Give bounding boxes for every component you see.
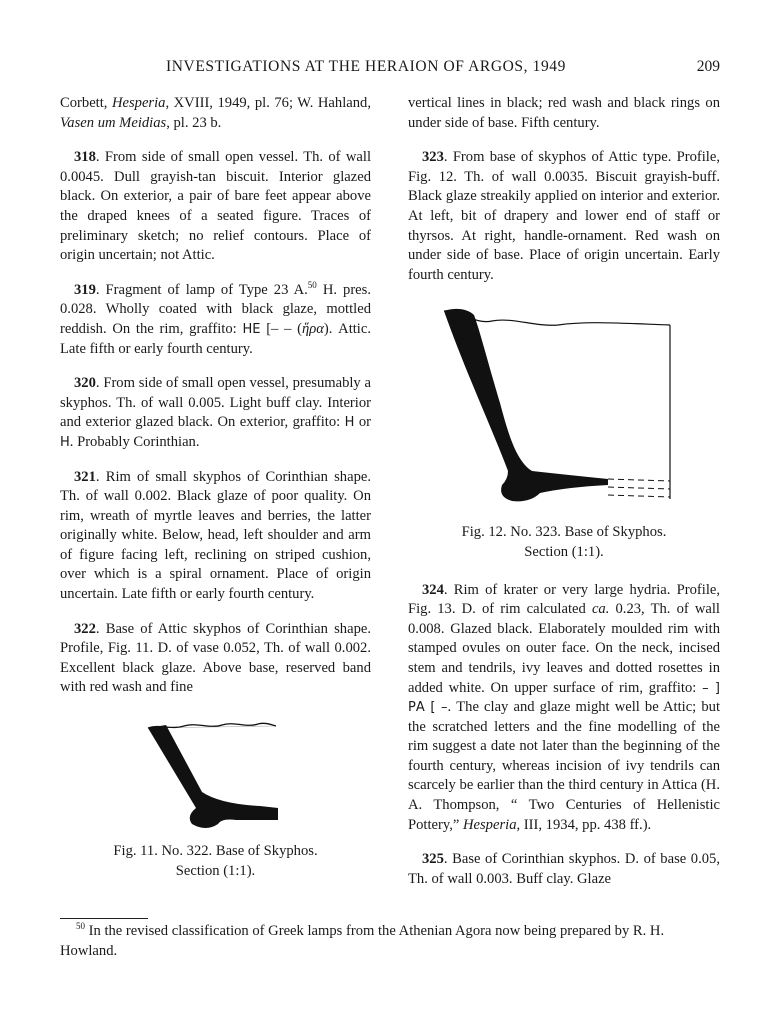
- entry-321: 321. Rim of small skyphos of Corinthian shape. Th. of wall 0.002. Black glaze of poor quality. On rim, wreath of myrtle leaves and berries, the latter originally white. Below, head, left shoulder and arm of figure facing left, reclining on striped cushion, over which is a spiral ornament. Place of origin uncertain. Late fifth or early fourth century.: [60, 468, 371, 603]
- skyphos-profile-drawing: [60, 720, 371, 832]
- entry-number: 321: [74, 468, 96, 485]
- running-header: [60, 58, 720, 82]
- figure-caption: Fig. 12. No. 323. Base of Skyphos. Section (1:1).: [461, 524, 667, 560]
- graffito: Η: [60, 434, 70, 450]
- running-title: INVESTIGATIONS AT THE HERAION OF ARGOS, 1949: [166, 58, 566, 75]
- entry-number: 324: [422, 581, 444, 598]
- figure-12: [408, 303, 720, 562]
- page-number: 209: [696, 58, 720, 75]
- right-column: [408, 94, 720, 889]
- entry-322-continuation: vertical lines in black; red wash and black rings on under side of base. Fifth century.: [408, 95, 720, 131]
- footnote-ref: 50: [307, 279, 317, 290]
- entry-number: 323: [422, 149, 444, 166]
- footnote: [60, 918, 720, 961]
- entry-number: 318: [74, 149, 96, 166]
- entry-323: 323. From base of skyphos of Attic type. Profile, Fig. 12. Th. of wall 0.0035. Biscuit grayish-buff. Black glaze streakily applied on interior and exterior. At left, bit of drapery and lower end of staff or thyrsos. At right, handle-ornament. Red wash on under side of base. Place of origin uncertain. Early fourth century.: [408, 149, 720, 283]
- left-column: [60, 94, 371, 881]
- entry-324: 324. Rim of krater or very large hydria. Profile, Fig. 13. D. of rim calculated ca. 0.23, Th. of wall 0.008. Glazed black. Elaborately moulded rim with stamped ovules on outer face. On the neck, incised stem and tendrils, ivy leaves and dotted rosettes in added white. On upper surface of rim, graffito: – ] ΡΑ [ –. The clay and glaze might well be Attic; but the scratched letters and the fine modelling of the rim suggest a date not later than the beginning of the fourth century, whereas incision of ivy tendrils can scarcely be earlier than the third century in Attica (H. A. Thompson, “ Two Centuries of Hellenistic Pottery,” Hesperia, III, 1934, pp. 438 ff.).: [408, 581, 720, 833]
- entry-320: 320. From side of small open vessel, presumably a skyphos. Th. of wall 0.005. Light buff clay. Interior and exterior glazed black. On exterior, graffito: Η or Η. Probably Corinthian.: [60, 375, 371, 450]
- entry-number: 320: [74, 375, 96, 392]
- graffito: – ] ΡΑ [ –: [408, 680, 720, 716]
- entry-number: 325: [422, 851, 444, 868]
- graffito: Η: [344, 415, 355, 431]
- entry-number: 319: [74, 281, 96, 298]
- entry-318: 318. From side of small open vessel. Th. of wall 0.0045. Dull grayish-tan biscuit. Interior glazed black. On exterior, a pair of bare feet appear above the draped knees of a seated figure. Traces of preliminary sketch; no relief contours. Place of origin uncertain; not Attic.: [60, 149, 371, 264]
- graffito: ΗΕ: [242, 321, 261, 337]
- footnote-text: In the revised classification of Greek lamps from the Athenian Agora now being prepared by R. H. Howland.: [60, 923, 665, 959]
- entry-number: 322: [74, 620, 96, 637]
- entry-319: 319. Fragment of lamp of Type 23 A.$^{50}$ H. pres. 0.028. Wholly coated with black glaze, mottled reddish. On the rim, graffito: ΗΕ [– – (ἥρα). Attic. Late fifth or early fourth century.: [60, 279, 371, 357]
- footnote-rule: [60, 918, 148, 919]
- intro-continuation: Corbett, Hesperia, XVIII, 1949, pl. 76; W. Hahland, Vasen um Meidias, pl. 23 b.: [60, 95, 371, 131]
- footnote-number: 50: [76, 921, 85, 932]
- entry-325: 325. Base of Corinthian skyphos. D. of base 0.05, Th. of wall 0.003. Buff clay. Glaze: [408, 851, 720, 887]
- figure-caption: Fig. 11. No. 322. Base of Skyphos. Section (1:1).: [113, 843, 318, 879]
- figure-11: [60, 720, 371, 881]
- entry-322: 322. Base of Attic skyphos of Corinthian shape. Profile, Fig. 11. D. of vase 0.052, Th. of wall 0.002. Excellent black glaze. Above base, reserved band with red wash and fine: [60, 620, 371, 696]
- skyphos-profile-drawing: [408, 303, 720, 515]
